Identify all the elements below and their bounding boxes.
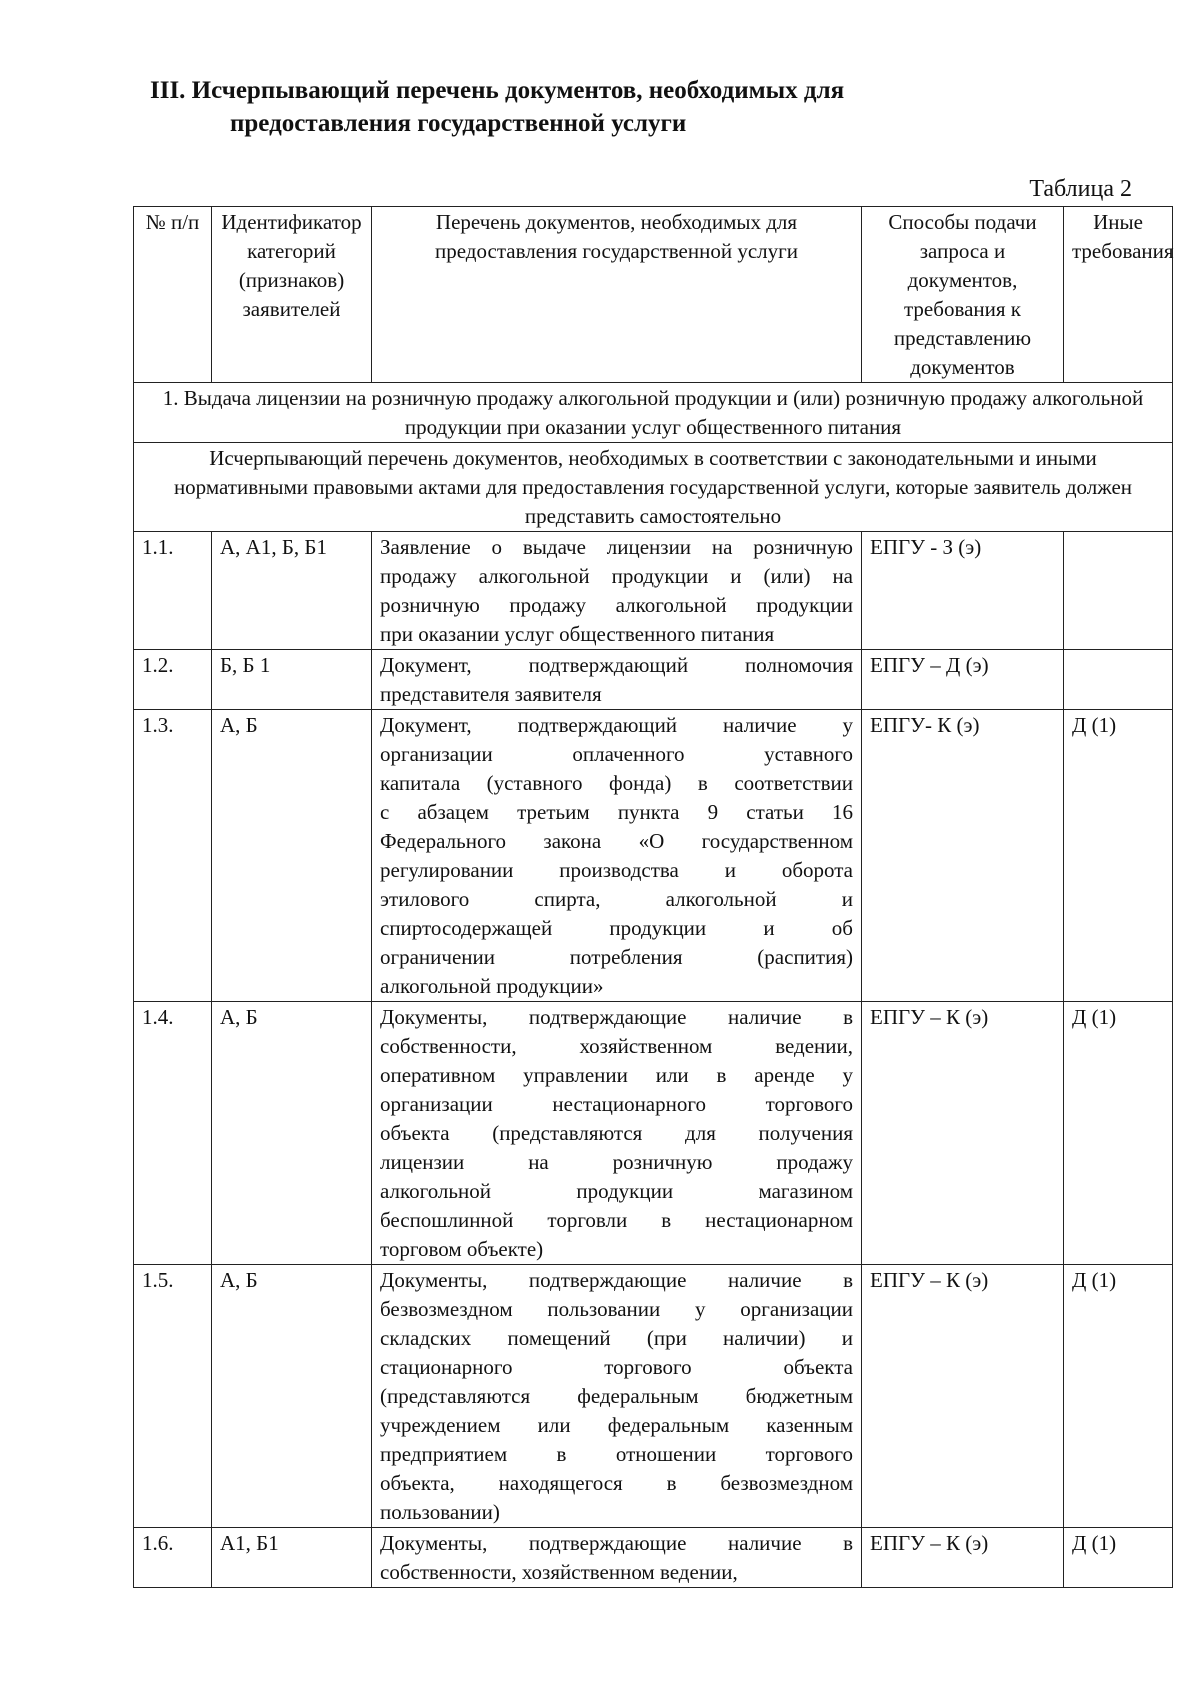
- document-line: (представляются федеральным бюджетным: [380, 1384, 853, 1408]
- row-document: [372, 710, 862, 1002]
- document-line: оперативном управлении или в аренде у: [380, 1063, 853, 1087]
- row-method: ЕПГУ – Д (э): [862, 650, 1064, 710]
- document-line: этилового спирта, алкогольной и: [380, 887, 853, 911]
- row-number: 1.2.: [134, 650, 212, 710]
- document-line: пользовании): [380, 1500, 500, 1524]
- row-method: ЕПГУ - З (э): [862, 532, 1064, 650]
- row-method: ЕПГУ – К (э): [862, 1002, 1064, 1265]
- table-row: [134, 1002, 1173, 1265]
- table-row: [134, 532, 1173, 650]
- table-header-row: [134, 207, 1173, 383]
- document-line: Федерального закона «О государственном: [380, 829, 853, 853]
- row-document: [372, 532, 862, 650]
- heading-line-2: предоставления государственной услуги: [230, 110, 687, 137]
- document-line: алкогольной продукции»: [380, 974, 604, 998]
- row-number: 1.1.: [134, 532, 212, 650]
- document-line: беспошлинной торговли в нестационарном: [380, 1208, 853, 1232]
- row-method: ЕПГУ – К (э): [862, 1265, 1064, 1528]
- row-number: 1.4.: [134, 1002, 212, 1265]
- header-documents: Перечень документов, необходимых для предоставления государственной услуги: [372, 207, 862, 383]
- document-line: организации нестационарного торгового: [380, 1092, 853, 1116]
- document-line: Документы, подтверждающие наличие в: [380, 1531, 853, 1555]
- document-line: предприятием в отношении торгового: [380, 1442, 853, 1466]
- subsection-row: [134, 443, 1173, 532]
- row-identifier: А, Б: [212, 1002, 372, 1265]
- subsection-title: Исчерпывающий перечень документов, необходимых в соответствии с законодательными и иными нормативными правовыми актами для предоставления государственной услуги, которые заявитель должен представить самостоятельно: [134, 443, 1173, 532]
- document-line: продажу алкогольной продукции и (или) на: [380, 564, 853, 588]
- document-line: регулировании производства и оборота: [380, 858, 853, 882]
- row-identifier: А, Б: [212, 710, 372, 1002]
- row-other: Д (1): [1064, 710, 1173, 1002]
- row-number: 1.6.: [134, 1528, 212, 1588]
- document-line: лицензии на розничную продажу: [380, 1150, 853, 1174]
- document-line: собственности, хозяйственном ведении,: [380, 1560, 738, 1584]
- document-line: объекта, находящегося в безвозмездном: [380, 1471, 853, 1495]
- section-title: 1. Выдача лицензии на розничную продажу алкогольной продукции и (или) розничную продажу алкогольной продукции при оказании услуг общественного питания: [134, 383, 1173, 443]
- header-identifier: Идентификатор категорий (признаков) заявителей: [212, 207, 372, 383]
- row-other: Д (1): [1064, 1002, 1173, 1265]
- header-methods: Способы подачи запроса и документов, требования к представлению документов: [862, 207, 1064, 383]
- documents-table: [133, 206, 1173, 1588]
- table-row: [134, 710, 1173, 1002]
- table-row: [134, 1265, 1173, 1528]
- table-caption: Таблица 2: [1029, 176, 1132, 202]
- row-number: 1.3.: [134, 710, 212, 1002]
- document-line: капитала (уставного фонда) в соответствии: [380, 771, 853, 795]
- heading-line-1: III. Исчерпывающий перечень документов, необходимых для: [150, 77, 845, 104]
- document-line: представителя заявителя: [380, 682, 602, 706]
- row-other: [1064, 532, 1173, 650]
- section-row: [134, 383, 1173, 443]
- row-identifier: А, А1, Б, Б1: [212, 532, 372, 650]
- row-method: ЕПГУ- К (э): [862, 710, 1064, 1002]
- header-other: Иные требования: [1064, 207, 1173, 383]
- row-document: [372, 1528, 862, 1588]
- table-row: [134, 650, 1173, 710]
- document-line: ограничении потребления (распития): [380, 945, 853, 969]
- row-other: Д (1): [1064, 1265, 1173, 1528]
- document-line: Документы, подтверждающие наличие в: [380, 1268, 853, 1292]
- document-line: спиртосодержащей продукции и об: [380, 916, 853, 940]
- document-line: организации оплаченного уставного: [380, 742, 853, 766]
- document-line: собственности, хозяйственном ведении,: [380, 1034, 853, 1058]
- row-other: [1064, 650, 1173, 710]
- table-row: [134, 1528, 1173, 1588]
- row-document: [372, 650, 862, 710]
- document-line: с абзацем третьим пункта 9 статьи 16: [380, 800, 853, 824]
- document-line: Документ, подтверждающий полномочия: [380, 653, 853, 677]
- document-line: торговом объекте): [380, 1237, 544, 1261]
- document-line: при оказании услуг общественного питания: [380, 622, 775, 646]
- document-line: Документы, подтверждающие наличие в: [380, 1005, 853, 1029]
- row-identifier: А, Б: [212, 1265, 372, 1528]
- document-line: Документ, подтверждающий наличие у: [380, 713, 853, 737]
- document-line: складских помещений (при наличии) и: [380, 1326, 853, 1350]
- document-line: объекта (представляются для получения: [380, 1121, 853, 1145]
- row-document: [372, 1002, 862, 1265]
- row-other: Д (1): [1064, 1528, 1173, 1588]
- document-line: стационарного торгового объекта: [380, 1355, 853, 1379]
- row-method: ЕПГУ – К (э): [862, 1528, 1064, 1588]
- section-heading: [0, 74, 1200, 140]
- row-number: 1.5.: [134, 1265, 212, 1528]
- row-identifier: А1, Б1: [212, 1528, 372, 1588]
- document-line: розничную продажу алкогольной продукции: [380, 593, 853, 617]
- document-line: алкогольной продукции магазином: [380, 1179, 853, 1203]
- header-num: № п/п: [134, 207, 212, 383]
- row-identifier: Б, Б 1: [212, 650, 372, 710]
- row-document: [372, 1265, 862, 1528]
- document-line: Заявление о выдаче лицензии на розничную: [380, 535, 853, 559]
- document-line: безвозмездном пользовании у организации: [380, 1297, 853, 1321]
- document-line: учреждением или федеральным казенным: [380, 1413, 853, 1437]
